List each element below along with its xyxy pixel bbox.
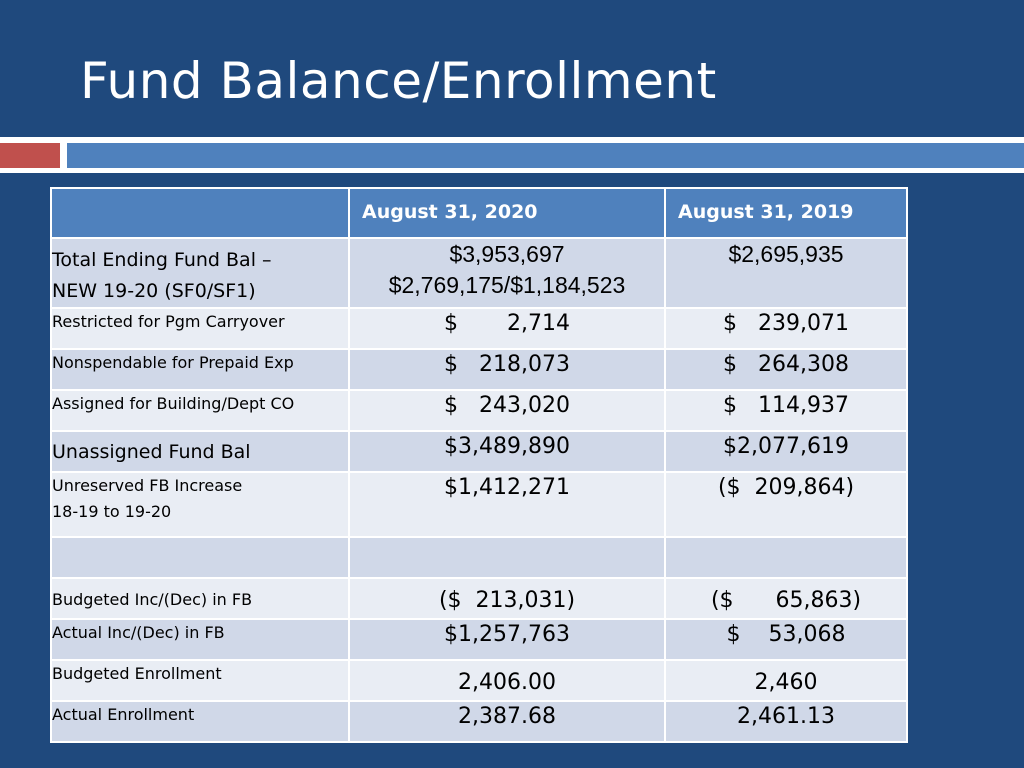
value-2020: $1,412,271 [349,472,665,537]
row-label: Restricted for Pgm Carryover [51,308,349,349]
row-label: Unassigned Fund Bal [51,431,349,472]
value-2020: $3,953,697 $2,769,175/$1,184,523 [349,238,665,308]
slide-title: Fund Balance/Enrollment [80,52,717,110]
table-row [51,390,907,431]
row-label: Nonspendable for Prepaid Exp [51,349,349,390]
table-row [51,701,907,742]
row-label: Total Ending Fund Bal – NEW 19-20 (SF0/SF1) [51,238,349,308]
value-2019 [665,537,907,578]
table-row [51,660,907,701]
table-row [51,238,907,308]
value-2019: $2,695,935 [665,238,907,308]
value-2020: $3,489,890 [349,431,665,472]
value-2020: 2,387.68 [349,701,665,742]
value-2019: $ 114,937 [665,390,907,431]
fund-balance-table [50,187,908,743]
value-2020: ($ 213,031) [349,578,665,619]
table-row-empty [51,537,907,578]
accent-bar-red [0,143,60,168]
table-row [51,349,907,390]
value-2019: 2,461.13 [665,701,907,742]
value-2019: $ 239,071 [665,308,907,349]
value-2020: $ 243,020 [349,390,665,431]
row-label: Actual Inc/(Dec) in FB [51,619,349,660]
row-label: Actual Enrollment [51,701,349,742]
value-2020: 2,406.00 [349,660,665,701]
value-2019: $2,077,619 [665,431,907,472]
header-2020: August 31, 2020 [349,188,665,238]
value-2019: ($ 209,864) [665,472,907,537]
value-2020: $1,257,763 [349,619,665,660]
value-2019: $ 264,308 [665,349,907,390]
value-2020: $ 2,714 [349,308,665,349]
row-label: Assigned for Building/Dept CO [51,390,349,431]
value-2019: ($ 65,863) [665,578,907,619]
table-row [51,619,907,660]
value-2020 [349,537,665,578]
table-row [51,472,907,537]
row-label: Unreserved FB Increase 18-19 to 19-20 [51,472,349,537]
row-label [51,537,349,578]
row-label: Budgeted Inc/(Dec) in FB [51,578,349,619]
table-row [51,308,907,349]
header-blank [51,188,349,238]
header-2019: August 31, 2019 [665,188,907,238]
accent-bar-blue [67,143,1024,168]
value-2019: $ 53,068 [665,619,907,660]
table-row [51,578,907,619]
value-2019: 2,460 [665,660,907,701]
value-2020: $ 218,073 [349,349,665,390]
row-label: Budgeted Enrollment [51,660,349,701]
table-header-row [51,188,907,238]
table-row [51,431,907,472]
